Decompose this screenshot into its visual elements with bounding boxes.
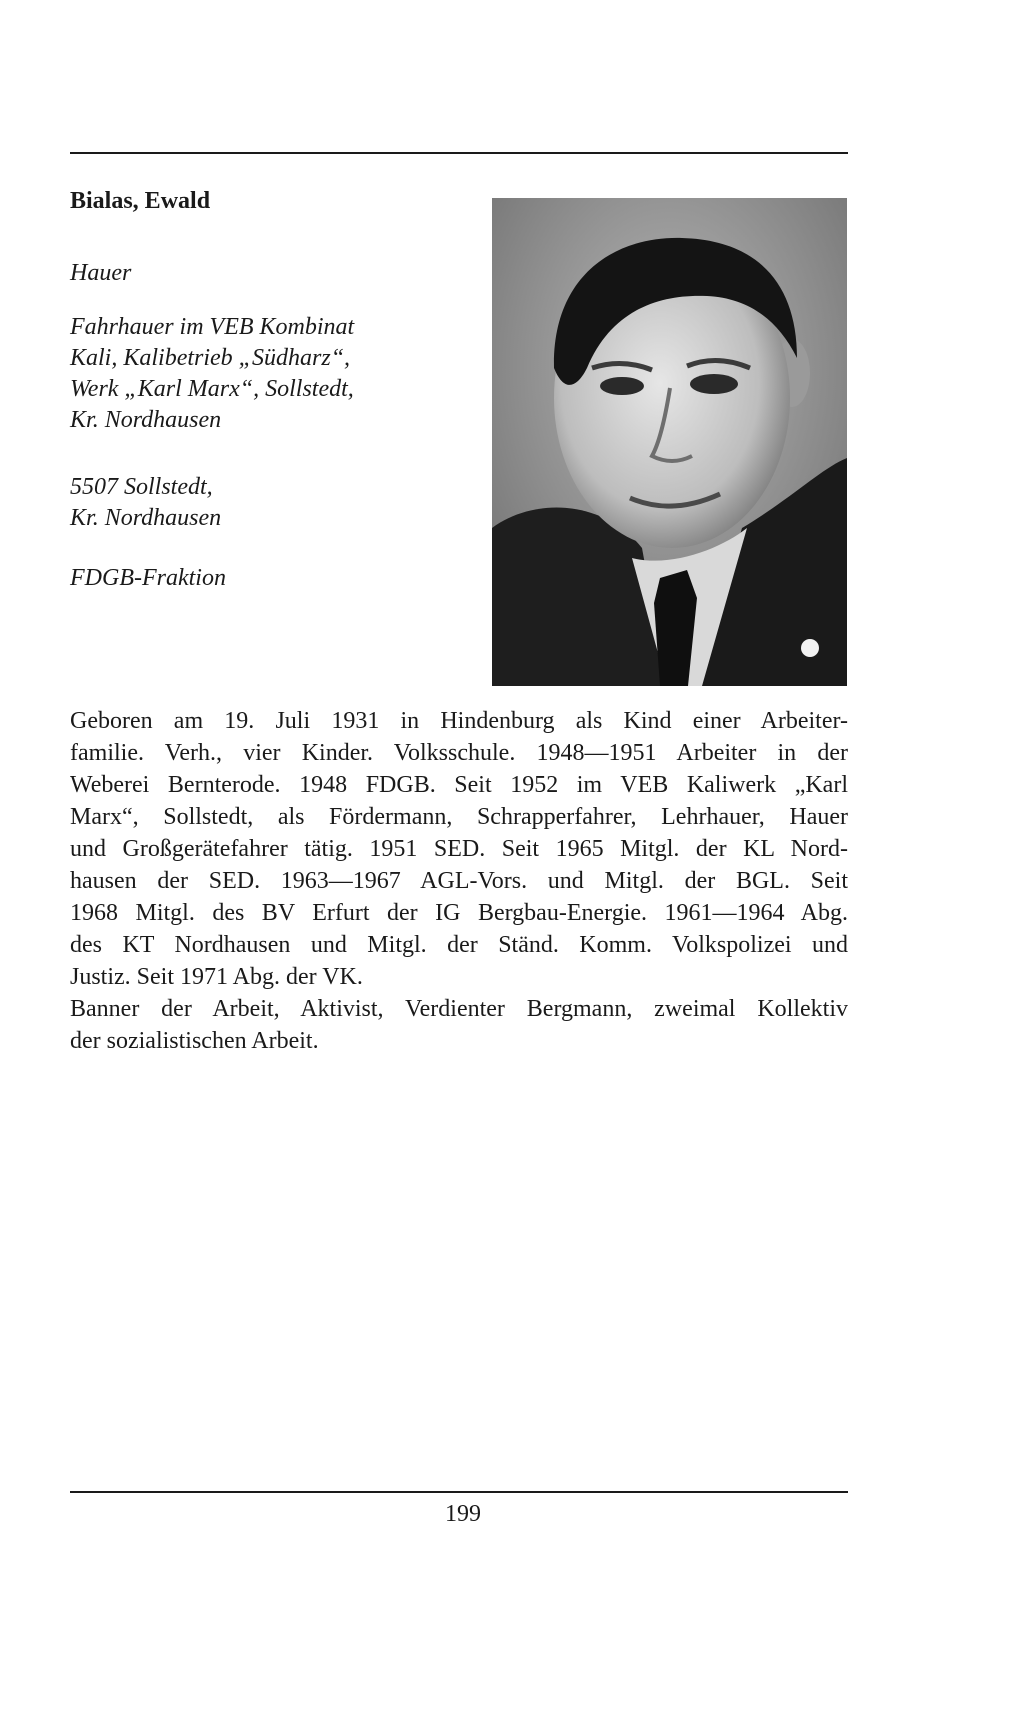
biography-line: der sozialistischen Arbeit. (70, 1028, 319, 1054)
person-name: Bialas, Ewald (70, 188, 211, 214)
address-line: 5507 Sollstedt, (70, 474, 213, 500)
bottom-rule (70, 1491, 848, 1493)
biography-line: Geboren am 19. Juli 1931 in Hindenburg als Kind einer Arbeiter- (70, 708, 848, 734)
portrait-photo (492, 198, 847, 686)
biography-line: Banner der Arbeit, Aktivist, Verdienter Bergmann, zweimal Kollektiv (70, 996, 848, 1022)
page-number: 199 (445, 1501, 481, 1527)
portrait-photo-illustration (492, 198, 847, 686)
biography-line: Marx“, Sollstedt, als Fördermann, Schrapperfahrer, Lehrhauer, Hauer (70, 804, 848, 830)
biography (70, 705, 848, 1057)
biography-line: hausen der SED. 1963—1967 AGL-Vors. und Mitgl. der BGL. Seit (70, 868, 848, 894)
biography-line: und Großgerätefahrer tätig. 1951 SED. Seit 1965 Mitgl. der KL Nord- (70, 836, 848, 862)
address (70, 472, 221, 534)
biography-line: 1968 Mitgl. des BV Erfurt der IG Bergbau-Energie. 1961—1964 Abg. (70, 900, 848, 926)
workplace-line: Werk „Karl Marx“, Sollstedt, (70, 376, 354, 402)
parliamentary-fraction: FDGB-Fraktion (70, 565, 226, 591)
occupation: Hauer (70, 260, 132, 286)
workplace-line: Fahrhauer im VEB Kombinat (70, 314, 355, 340)
workplace-line: Kali, Kalibetrieb „Südharz“, (70, 345, 351, 371)
workplace-line: Kr. Nordhausen (70, 407, 222, 433)
biography-line: Justiz. Seit 1971 Abg. der VK. (70, 964, 363, 990)
workplace (70, 312, 430, 436)
address-line: Kr. Nordhausen (70, 505, 222, 531)
biography-line: Weberei Bernterode. 1948 FDGB. Seit 1952 im VEB Kaliwerk „Karl (70, 772, 848, 798)
biography-line: familie. Verh., vier Kinder. Volksschule. 1948—1951 Arbeiter in der (70, 740, 848, 766)
biography-line: des KT Nordhausen und Mitgl. der Ständ. Komm. Volkspolizei und (70, 932, 848, 958)
top-rule (70, 152, 848, 154)
